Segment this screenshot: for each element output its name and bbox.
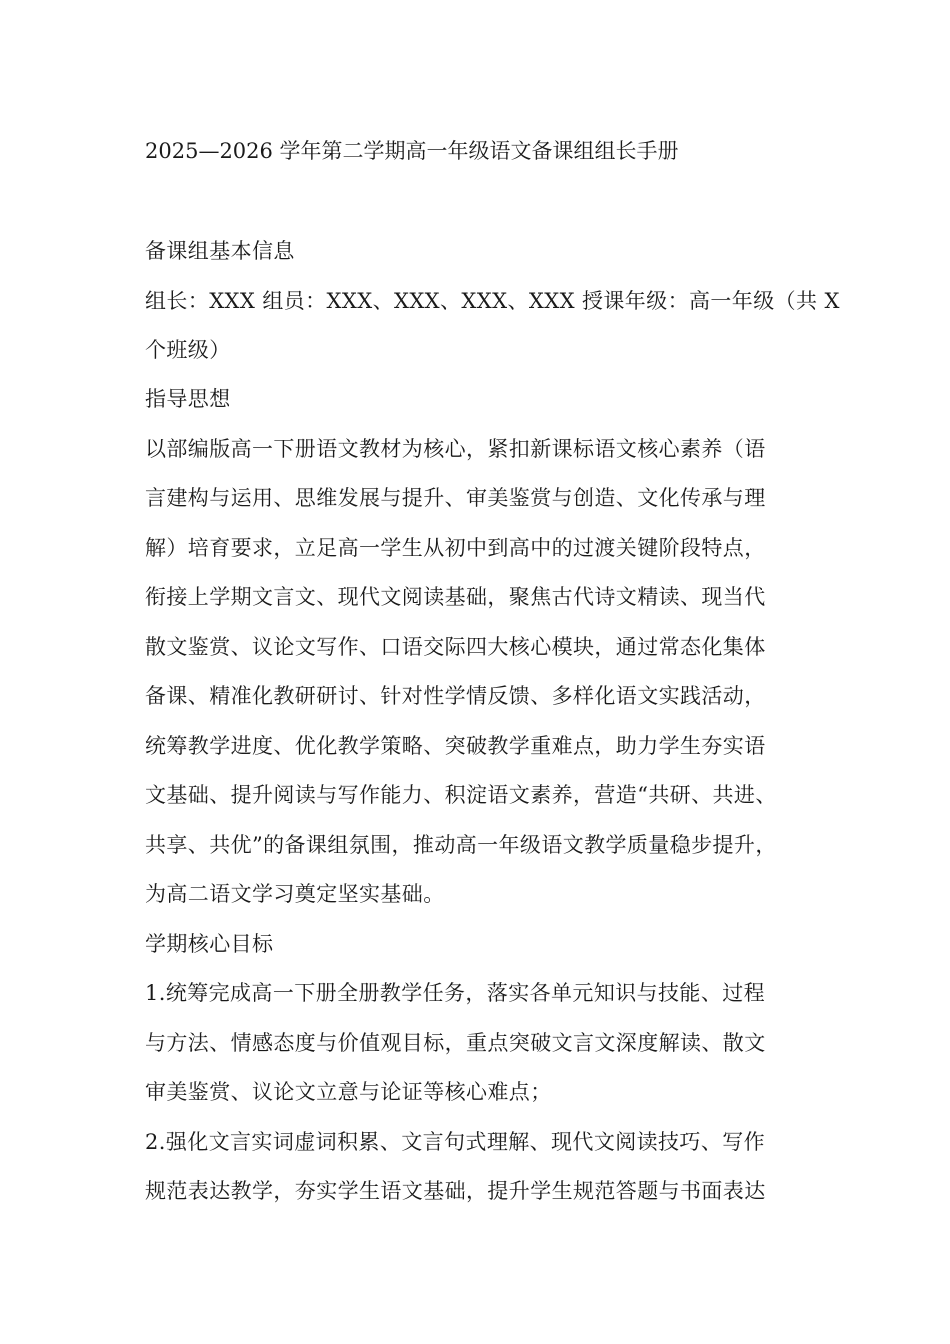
goals-line: 与方法、情感态度与价值观目标，重点突破文言文深度解读、散文	[145, 1031, 766, 1055]
guidance-line: 以部编版高一下册语文教材为核心，紧扣新课标语文核心素养（语	[145, 437, 766, 461]
guidance-line: 衔接上学期文言文、现代文阅读基础，聚焦古代诗文精读、现当代	[145, 585, 766, 609]
guidance-line: 散文鉴赏、议论文写作、口语交际四大核心模块，通过常态化集体	[145, 635, 766, 659]
goals-line: 2.强化文言实词虚词积累、文言句式理解、现代文阅读技巧、写作	[145, 1130, 766, 1154]
goals-line: 1.统筹完成高一下册全册教学任务，落实各单元知识与技能、过程	[145, 981, 766, 1005]
guidance-line: 文基础、提升阅读与写作能力、积淀语文素养，营造“共研、共进、	[145, 783, 777, 807]
basic-info-line: 个班级）	[145, 338, 231, 362]
guidance-line: 共享、共优”的备课组氛围，推动高一年级语文教学质量稳步提升，	[145, 833, 777, 857]
document-title: 2025—2026 学年第二学期高一年级语文备课组组长手册	[145, 139, 679, 163]
basic-info-line: 组长：XXX 组员：XXX、XXX、XXX、XXX 授课年级：高一年级（共 X	[145, 289, 840, 313]
guidance-line: 统筹教学进度、优化教学策略、突破教学重难点，助力学生夯实语	[145, 734, 766, 758]
goals-line: 审美鉴赏、议论文立意与论证等核心难点；	[145, 1080, 552, 1104]
guidance-line: 备课、精准化教研研讨、针对性学情反馈、多样化语文实践活动，	[145, 684, 766, 708]
guidance-line: 为高二语文学习奠定坚实基础。	[145, 882, 445, 906]
section-heading-goals: 学期核心目标	[145, 932, 274, 956]
goals-line: 规范表达教学，夯实学生语文基础，提升学生规范答题与书面表达	[145, 1179, 766, 1203]
guidance-line: 解）培育要求，立足高一学生从初中到高中的过渡关键阶段特点，	[145, 536, 766, 560]
section-heading-basic-info: 备课组基本信息	[145, 239, 295, 263]
guidance-line: 言建构与运用、思维发展与提升、审美鉴赏与创造、文化传承与理	[145, 486, 766, 510]
section-heading-guidance: 指导思想	[145, 387, 231, 411]
